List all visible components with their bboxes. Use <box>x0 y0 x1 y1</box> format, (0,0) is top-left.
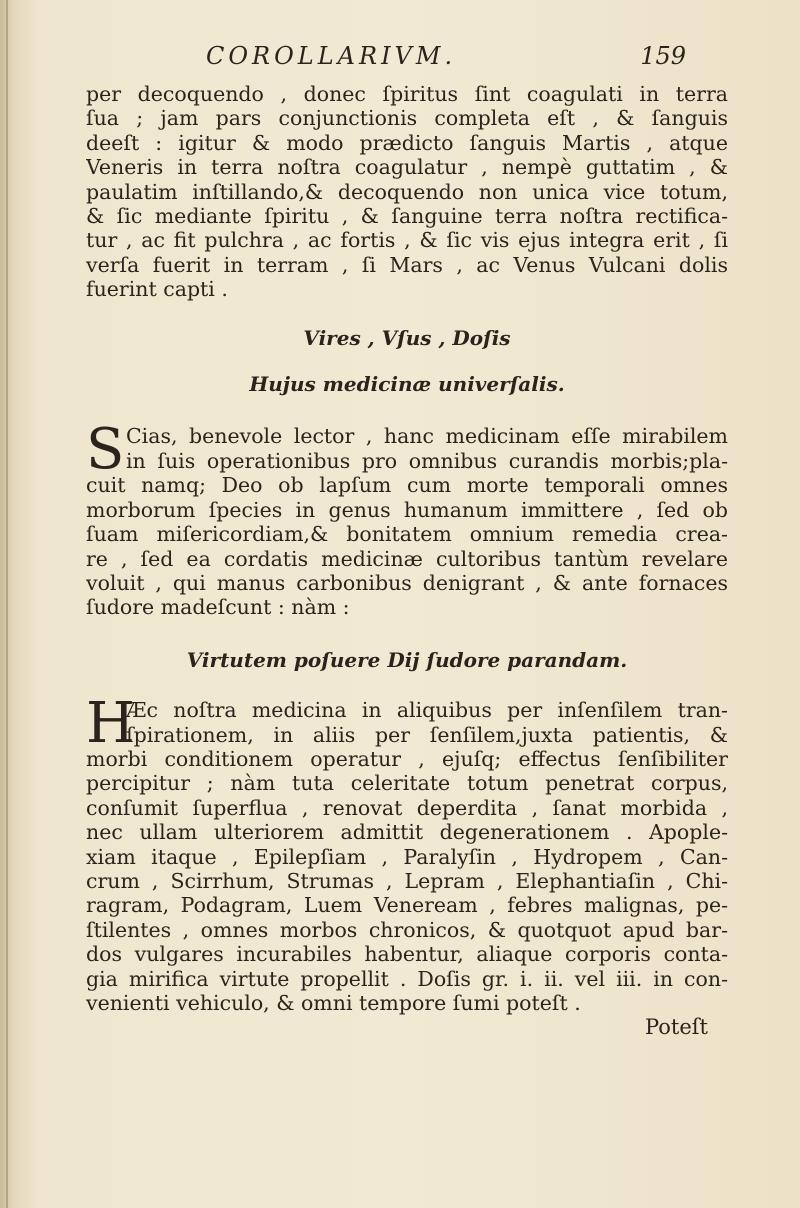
text-line: voluit , qui manus carbonibus denigrant , & ante fornaces <box>86 570 728 595</box>
text-line: ſudore madeſcunt : nàm : <box>86 595 350 620</box>
page-number: 159 <box>640 42 686 70</box>
text-line: cuit namq; Deo ob lapſum cum morte temporali omnes <box>86 473 728 498</box>
text-line: Cias, benevole lector , hanc medicinam eſſe mirabilem <box>126 424 728 449</box>
text-line: crum , Scirrhum, Strumas , Lepram , Elephantiaſin , Chi- <box>86 868 728 893</box>
drop-cap: S <box>86 417 125 483</box>
text-line: ſtilentes , omnes morbos chronicos, & quotquot apud bar- <box>86 917 728 942</box>
text-line: paulatim inſtillando,& decoquendo non unica vice totum, <box>86 179 728 204</box>
text-line: & ſic mediante ſpiritu , & ſanguine terra noſtra rectifica- <box>86 204 728 229</box>
text-line: Veneris in terra noſtra coagulatur , nempè guttatim , & <box>86 155 728 180</box>
paragraph-3 <box>86 691 728 1015</box>
text-line: in ſuis operationibus pro omnibus curandis morbis;pla- <box>126 448 728 473</box>
text-line: percipitur ; nàm tuta celeritate totum penetrat corpus, <box>86 771 728 796</box>
text-line: venienti vehiculo, & omni tempore ſumi poteſt . <box>86 991 581 1015</box>
paragraph-2 <box>86 417 728 620</box>
page-text <box>86 40 728 1040</box>
text-line: ſua ; jam pars conjunctionis completa eſt , & ſanguis <box>86 106 728 131</box>
catchword: Poteſt <box>645 1015 708 1040</box>
text-line: ſuam miſericordiam,& bonitatem omnium remedia crea- <box>86 522 728 547</box>
running-head <box>86 40 728 82</box>
text-line: re , ſed ea cordatis medicinæ cultoribus tantùm revelare <box>86 546 728 571</box>
binding-gutter <box>6 0 8 1208</box>
running-title: COROLLARIVM. <box>206 42 457 70</box>
text-line: ſpirationem, in aliis per ſenſilem,juxta patientis, & <box>126 722 728 747</box>
text-line: deeſt : igitur & modo prædicto ſanguis Martis , atque <box>86 130 728 155</box>
text-line: tur , ac fit pulchra , ac fortis , & ſic vis ejus integra erit , ſi <box>86 228 728 253</box>
text-line: fuerint capti . <box>86 277 228 302</box>
paragraph-1 <box>86 82 728 302</box>
drop-cap: H <box>86 691 135 757</box>
text-line: morborum ſpecies in genus humanum immittere , ſed ob <box>86 497 728 522</box>
section-subheading: Hujus medicinæ univerſalis. <box>249 372 565 397</box>
motto-heading: Virtutem poſuere Dij ſudore parandam. <box>186 647 628 672</box>
text-line: per decoquendo , donec ſpiritus ſint coagulati in terra <box>86 82 728 106</box>
text-line: dos vulgares incurabiles habentur, aliaque corporis conta- <box>86 942 728 967</box>
section-heading-vires: Vires , Vſus , Doſis <box>303 325 511 350</box>
text-line: nec ullam ulteriorem admittit degenerationem . Apople- <box>86 820 728 845</box>
text-line: conſumit ſuperflua , renovat deperdita , ſanat morbida , <box>86 795 728 820</box>
text-line: morbi conditionem operatur , ejuſq; effectus ſenſibiliter <box>86 746 728 771</box>
text-line: Æc noſtra medicina in aliquibus per inſenſilem tran- <box>126 698 728 723</box>
text-line: gia mirifica virtute propellit . Doſis gr. i. ii. vel iii. in con- <box>86 966 728 991</box>
text-line: verſa fuerit in terram , ſi Mars , ac Venus Vulcani dolis <box>86 252 728 277</box>
text-line: xiam itaque , Epilepſiam , Paralyſin , Hydropem , Can- <box>86 844 728 869</box>
text-line: ragram, Podagram, Luem Veneream , febres malignas, pe- <box>86 893 728 918</box>
